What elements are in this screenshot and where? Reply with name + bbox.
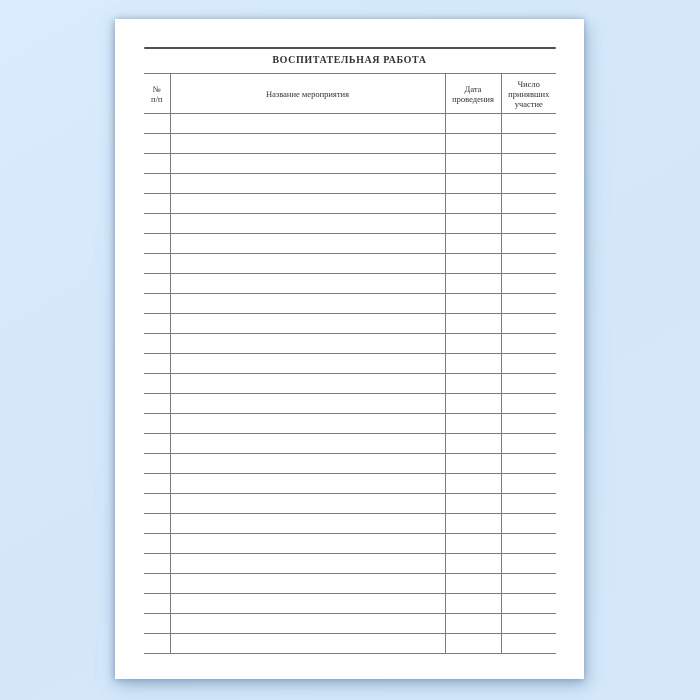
table-cell-empty [170, 534, 445, 554]
table-cell-empty [445, 154, 501, 174]
table-cell-empty [144, 474, 170, 494]
table-cell-empty [170, 154, 445, 174]
table-cell-empty [170, 354, 445, 374]
table-cell-empty [144, 414, 170, 434]
table-cell-empty [144, 514, 170, 534]
table-cell-empty [144, 494, 170, 514]
record-table [144, 73, 556, 654]
table-cell-empty [445, 494, 501, 514]
table-cell-empty [501, 114, 556, 134]
table-cell-empty [445, 254, 501, 274]
table-cell-empty [144, 374, 170, 394]
table-cell-empty [170, 474, 445, 494]
table-cell-empty [144, 314, 170, 334]
table-cell-empty [144, 594, 170, 614]
table-cell-empty [501, 314, 556, 334]
table-row [144, 514, 556, 534]
table-cell-empty [144, 254, 170, 274]
table-cell-empty [501, 434, 556, 454]
table-cell-empty [170, 634, 445, 654]
table-cell-empty [501, 274, 556, 294]
table-cell-empty [144, 154, 170, 174]
table-row [144, 554, 556, 574]
header-cell-participants [501, 74, 556, 114]
table-row [144, 254, 556, 274]
table-cell-empty [501, 514, 556, 534]
table-cell-empty [501, 594, 556, 614]
table-cell-empty [144, 214, 170, 234]
header-line: принявших [508, 88, 550, 99]
table-cell-empty [170, 434, 445, 454]
table-cell-empty [170, 394, 445, 414]
table-cell-empty [170, 274, 445, 294]
table-row [144, 474, 556, 494]
table-row [144, 434, 556, 454]
table-cell-empty [144, 534, 170, 554]
table-cell-empty [170, 114, 445, 134]
table-cell-empty [144, 614, 170, 634]
table-row [144, 154, 556, 174]
table-cell-empty [501, 174, 556, 194]
table-cell-empty [445, 634, 501, 654]
table-cell-empty [501, 334, 556, 354]
table-cell-empty [501, 294, 556, 314]
header-cell-event-name [170, 74, 445, 114]
table-cell-empty [445, 594, 501, 614]
table-cell-empty [445, 134, 501, 154]
table-cell-empty [445, 414, 501, 434]
table-cell-empty [445, 294, 501, 314]
table-cell-empty [445, 574, 501, 594]
table-body [144, 114, 556, 654]
table-cell-empty [170, 594, 445, 614]
header-line: Дата [464, 83, 482, 94]
table-cell-empty [445, 334, 501, 354]
table-row [144, 274, 556, 294]
table-cell-empty [445, 614, 501, 634]
journal-page [115, 19, 584, 679]
table-cell-empty [501, 374, 556, 394]
table-row [144, 174, 556, 194]
table-header-row [144, 74, 556, 114]
table-row [144, 394, 556, 414]
table-cell-empty [144, 634, 170, 654]
table-row [144, 114, 556, 134]
table-row [144, 594, 556, 614]
table-row [144, 294, 556, 314]
table-cell-empty [170, 454, 445, 474]
table-header [144, 74, 556, 114]
table-cell-empty [445, 434, 501, 454]
table-cell-empty [445, 274, 501, 294]
table-cell-empty [170, 174, 445, 194]
header-line: участие [514, 98, 543, 109]
table-cell-empty [501, 394, 556, 414]
header-line: № [152, 83, 161, 94]
header-line: проведения [452, 93, 494, 104]
title-top-rule [144, 47, 556, 49]
table-cell-empty [144, 234, 170, 254]
table-cell-empty [501, 154, 556, 174]
table-cell-empty [501, 254, 556, 274]
table-cell-empty [170, 314, 445, 334]
table-cell-empty [501, 194, 556, 214]
table-cell-empty [144, 454, 170, 474]
table-cell-empty [445, 474, 501, 494]
header-line: п/п [151, 93, 163, 104]
table-cell-empty [445, 354, 501, 374]
table-row [144, 214, 556, 234]
table-cell-empty [501, 234, 556, 254]
table-row [144, 634, 556, 654]
table-cell-empty [501, 414, 556, 434]
table-row [144, 614, 556, 634]
table-cell-empty [170, 554, 445, 574]
table-cell-empty [170, 214, 445, 234]
table-cell-empty [445, 234, 501, 254]
table-cell-empty [170, 614, 445, 634]
table-cell-empty [144, 174, 170, 194]
table-row [144, 334, 556, 354]
table-cell-empty [501, 454, 556, 474]
table-cell-empty [501, 214, 556, 234]
table-cell-empty [501, 574, 556, 594]
header-line: Число [517, 78, 540, 89]
table-row [144, 534, 556, 554]
table-cell-empty [170, 374, 445, 394]
table-cell-empty [445, 394, 501, 414]
table-cell-empty [170, 254, 445, 274]
table-cell-empty [445, 114, 501, 134]
table-cell-empty [144, 354, 170, 374]
table-cell-empty [144, 394, 170, 414]
table-cell-empty [170, 234, 445, 254]
table-cell-empty [170, 494, 445, 514]
table-cell-empty [445, 514, 501, 534]
table-cell-empty [170, 514, 445, 534]
table-cell-empty [144, 574, 170, 594]
table-row [144, 374, 556, 394]
table-cell-empty [501, 554, 556, 574]
table-cell-empty [144, 134, 170, 154]
table-cell-empty [501, 134, 556, 154]
header-cell-event-date [445, 74, 501, 114]
table-row [144, 354, 556, 374]
table-cell-empty [445, 554, 501, 574]
table-cell-empty [170, 194, 445, 214]
table-cell-empty [144, 554, 170, 574]
table-cell-empty [144, 194, 170, 214]
table-cell-empty [445, 174, 501, 194]
table-cell-empty [501, 614, 556, 634]
table-cell-empty [144, 114, 170, 134]
table-cell-empty [144, 434, 170, 454]
table-cell-empty [501, 534, 556, 554]
table-cell-empty [501, 354, 556, 374]
table-cell-empty [144, 294, 170, 314]
header-cell-row-number [144, 74, 170, 114]
table-row [144, 134, 556, 154]
page-title: ВОСПИТАТЕЛЬНАЯ РАБОТА [272, 55, 427, 66]
table-cell-empty [501, 494, 556, 514]
table-cell-empty [501, 474, 556, 494]
table-row [144, 234, 556, 254]
table-cell-empty [445, 314, 501, 334]
table-cell-empty [170, 134, 445, 154]
table-row [144, 314, 556, 334]
table-cell-empty [170, 414, 445, 434]
table-cell-empty [445, 534, 501, 554]
table-cell-empty [445, 194, 501, 214]
table-row [144, 414, 556, 434]
table-cell-empty [501, 634, 556, 654]
table-cell-empty [170, 334, 445, 354]
table-cell-empty [170, 574, 445, 594]
table-cell-empty [445, 214, 501, 234]
header-line: Название мероприятия [265, 88, 350, 99]
table-row [144, 494, 556, 514]
table-cell-empty [445, 374, 501, 394]
table-row [144, 194, 556, 214]
table-row [144, 574, 556, 594]
table-row [144, 454, 556, 474]
table-cell-empty [144, 274, 170, 294]
table-cell-empty [144, 334, 170, 354]
table-cell-empty [170, 294, 445, 314]
table-cell-empty [445, 454, 501, 474]
